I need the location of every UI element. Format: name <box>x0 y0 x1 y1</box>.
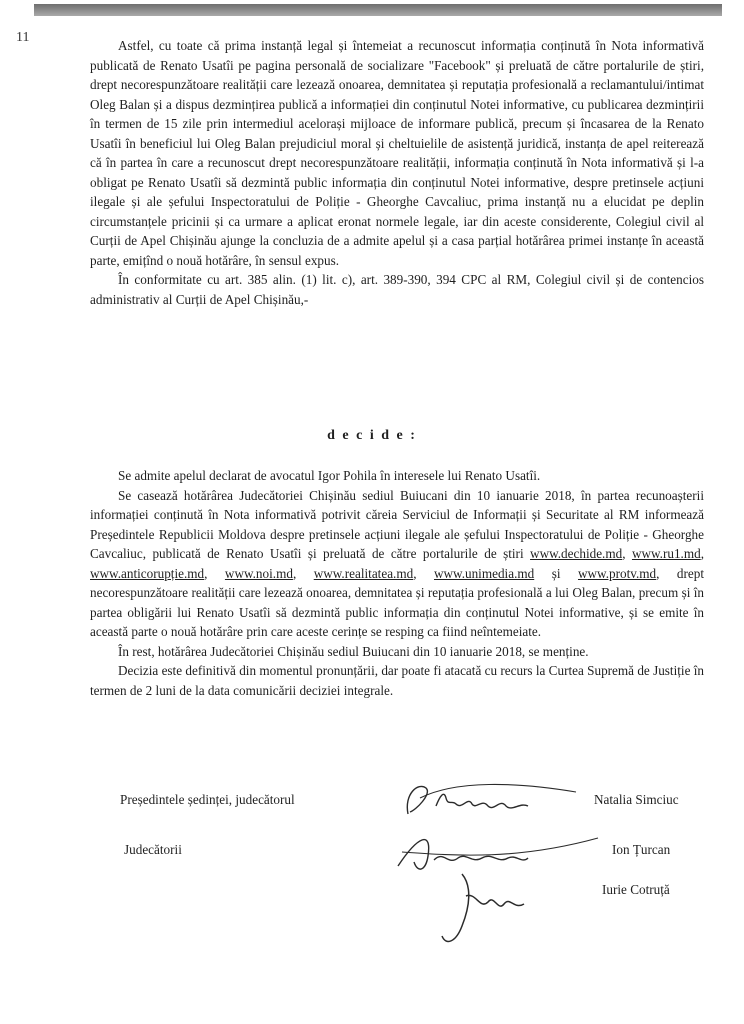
annulment-paragraph: Se casează hotărârea Judecătoriei Chișinău sediul Buiucani din 10 ianuarie 2018, în partea recunoașterii informației conținută în Nota informativă potrivit căreia Serviciul de Informații și Securitate al RM informează Președintele Republicii Moldova despre pretinsele acțiuni ilegale ale șefului Inspectoratului de Poliție - Gheorghe Cavcaliuc, publicată de Renato Usatîi și preluată de către portalurile de știri www.dechide.md, www.ru1.md, www.anticorupție.md, www.noi.md, www.realitatea.md, www.unimedia.md și www.protv.md, drept necorespunzătoare realității care lezează onoarea, demnitatea și reputația profesională a lui Oleg Balan, precum și în partea obligării lui Renato Usatîi să dezmintă public informația din conținutul Notei informative, și se emite în această parte o nouă hotărâre prin care aceste cerințe se resping ca fiind neîntemeiate. <box>90 487 704 639</box>
signature-simciuc <box>396 776 596 826</box>
judges-label: Judecătorii <box>124 842 182 857</box>
site-link[interactable]: www.realitatea.md <box>313 565 414 581</box>
finality-paragraph: Decizia este definitivă din momentul pronunțării, dar poate fi atacată cu recurs la Curtea Supremă de Justiție în termen de 2 luni de la data comunicării deciziei integrale. <box>90 663 704 698</box>
site-link[interactable]: www.noi.md <box>224 565 293 581</box>
site-link[interactable]: www.anticorupție.md <box>90 565 205 581</box>
signature-cotruta <box>432 866 542 956</box>
dispositive-section <box>90 466 704 700</box>
page-top-border <box>34 4 722 16</box>
appeal-admitted-paragraph: Se admite apelul declarat de avocatul Igor Pohila în interesele lui Renato Usatîi. <box>118 468 541 483</box>
reasoning-section <box>90 36 704 309</box>
site-link[interactable]: www.dechide.md <box>530 546 623 561</box>
site-link[interactable]: www.protv.md <box>577 565 657 581</box>
annulment-text-start: Se casează hotărârea Judecătoriei Chișinău sediul Buiucani din 10 ianuarie 2018, în partea recunoașterii informației conținută în Nota informativă potrivit căreia Serviciul de Informații și Securitate al RM informează Președintele Republicii Moldova despre pretinsele acțiuni ilegale ale șefului Inspectoratului de Poliție - Gheorghe Cavcaliuc, publicată de Renato Usatîi și preluată de către portalurile de știri <box>90 487 704 561</box>
reasoning-paragraph: Astfel, cu toate că prima instanță legal și întemeiat a recunoscut informația conținută în Nota informativă publicată de Renato Usatîi pe pagina personală de socializare "Facebook" și preluată de către portalurile de știri, drept necorespunzătoare realității care lezează onoarea, demnitatea și reputația profesională a reclamantului/intimat Oleg Balan și a dispus dezmințirea publică a informației din conținutul Notei informative, cu publicarea dezmințirii în termen de 15 zile prin intermediul acelorași mijloace de informare publică, precum și încasarea de la Renato Usatîi în beneficiul lui Oleg Balan prejudiciul moral și cheltuielile de asistență juridică, instanța de apel reiterează că în partea în care a recunoscut drept necorespunzătoare realității, informația conținută în Nota informativă și l-a obligat pe Renato Usatîi să dezmintă public informația din conținutul Notei informative, despre pretinsele acțiuni ilegale și ale șefului Inspectoratului de Poliție - Gheorghe Cavcaliuc, prima instanță nu a elucidat pe deplin circumstanțele pricinii și ca urmare a aplicat eronat normele legale, iar din aceste considerente, Colegiul civil al Curții de Apel Chișinău ajunge la concluzia de a admite apelul și a casa parțial hotărârea primei instanțe în această parte, emițînd o nouă hotărâre, în sensul expus. <box>90 38 704 268</box>
and-word: și <box>551 565 561 581</box>
legal-basis-paragraph: În conformitate cu art. 385 alin. (1) lit. c), art. 389-390, 394 CPC al RM, Colegiul civil și de contencios administrativ al Curții de Apel Chișinău,- <box>90 272 704 307</box>
decide-heading: d e c i d e : <box>327 428 417 443</box>
judge-name-cotruta: Iurie Cotruță <box>602 882 670 897</box>
judge-name-turcan: Ion Țurcan <box>612 842 671 857</box>
remainder-paragraph: În rest, hotărârea Judecătoriei Chișinău sediul Buiucani din 10 ianuarie 2018, se menține. <box>118 643 589 659</box>
annulment-text-end: , drept necorespunzătoare realității care lezează onoarea, demnitatea și reputația profesională a lui Oleg Balan, precum și în partea obligării lui Renato Usatîi să dezmintă public informația din conținutul Notei informative, și se emite în această parte o nouă hotărâre prin care aceste cerințe se resping ca fiind neîntemeiate. <box>90 565 704 639</box>
judge-name-simciuc: Natalia Simciuc <box>594 792 679 807</box>
site-link[interactable]: www.unimedia.md <box>433 565 535 581</box>
presiding-judge-label: Președintele ședinței, judecătorul <box>120 792 295 807</box>
page-margin-mark: 11 <box>16 30 30 45</box>
site-link[interactable]: www.ru1.md <box>631 546 701 561</box>
